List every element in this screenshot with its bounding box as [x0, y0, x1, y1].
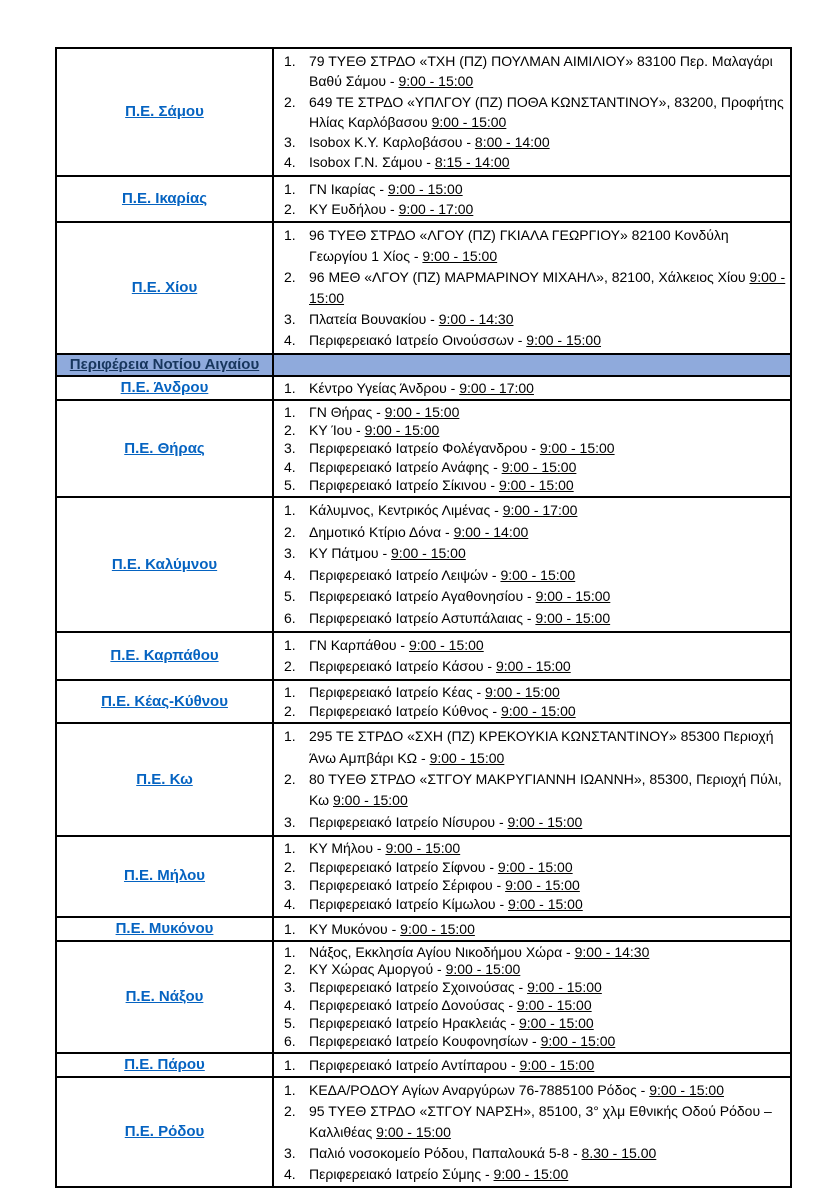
region-name-cell [56, 376, 273, 400]
location-name: 80 ΤΥΕΘ ΣΤΡΔΟ «ΣΤΓΟΥ ΜΑΚΡΥΓΙΑΝΝΗ ΙΩΑΝΝΗ», 85300, Περιοχή Πύλι, Κω [309, 771, 782, 809]
location-item [274, 199, 786, 219]
location-item [274, 476, 786, 494]
location-separator: - [378, 545, 392, 562]
location-item [274, 522, 786, 544]
location-name: Περιφερειακό Ιατρείο Φολέγανδρου [309, 440, 528, 457]
location-hours: 9:00 - 15:00 [500, 702, 576, 719]
location-separator: - [417, 749, 430, 766]
locations-cell [273, 176, 791, 222]
region-name-cell [56, 222, 273, 354]
location-name: Νάξος, Εκκλησία Αγίου Νικοδήμου Χώρα [309, 943, 563, 960]
region-name-cell [56, 1053, 273, 1077]
location-item [274, 895, 786, 914]
location-separator: - [386, 73, 399, 90]
region-row [56, 917, 791, 941]
region-link[interactable]: Π.Ε. Μυκόνου [115, 919, 214, 937]
locations-list [274, 179, 786, 219]
locations-cell [273, 222, 791, 354]
region-link[interactable]: Π.Ε. Κέας-Κύθνου [101, 692, 228, 710]
locations-cell [273, 632, 791, 680]
location-item [274, 267, 786, 309]
location-name: Περιφερειακό Ιατρείο Σύμης [309, 1165, 482, 1182]
location-name: Κέντρο Υγείας Άνδρου [309, 379, 447, 396]
location-item [274, 51, 786, 92]
location-hours: 9:00 - 15:00 [485, 684, 560, 701]
location-hours: 9:00 - 14:30 [574, 943, 650, 960]
location-name: Περιφερειακό Ιατρείο Αντίπαρου [309, 1057, 508, 1074]
location-name: Περιφερειακό Ιατρείο Σίκινου [309, 476, 487, 493]
location-hours: 8:15 - 14:00 [434, 154, 510, 171]
location-hours: 9:00 - 15:00 [507, 813, 583, 830]
region-link[interactable]: Π.Ε. Ικαρίας [121, 189, 208, 207]
location-name: Κάλυμνος, Κεντρικός Λιμένας [309, 502, 491, 519]
location-item [274, 1015, 786, 1033]
locations-cell [273, 917, 791, 941]
location-item [274, 944, 786, 962]
location-separator: - [523, 588, 536, 605]
location-separator: - [409, 247, 423, 264]
location-item [274, 979, 786, 997]
location-hours: 9:00 - 15:00 [422, 247, 498, 264]
location-hours: 9:00 - 15:00 [497, 858, 573, 875]
location-name: Περιφερειακό Ιατρείο Οινούσσων [309, 331, 514, 348]
location-name: ΚΥ Ευδήλου [309, 200, 387, 217]
location-name: Περιφερειακό Ιατρείο Κάσου [309, 658, 484, 675]
region-name-cell [56, 400, 273, 497]
region-link[interactable]: Π.Ε. Καρπάθου [110, 647, 219, 665]
region-row [56, 222, 791, 354]
location-hours: 9:00 - 15:00 [535, 609, 611, 626]
region-row [56, 176, 791, 222]
location-hours: 9:00 - 15:00 [364, 422, 440, 439]
region-row [56, 632, 791, 680]
location-hours: 9:00 - 15:00 [376, 1124, 451, 1141]
location-name: ΚΥ Πάτμου [309, 545, 379, 562]
location-name: Περιφερειακό Ιατρείο Σίφνου [309, 858, 486, 875]
location-item [274, 92, 786, 133]
location-name: 96 ΜΕΘ «ΛΓΟΥ (ΠΖ) ΜΑΡΜΑΡΙΝΟΥ ΜΙΧΑΗΛ», 82100, Χάλκειος Χίου [309, 268, 746, 285]
region-link[interactable]: Π.Ε. Μήλου [123, 867, 206, 885]
locations-list [274, 500, 786, 629]
region-row [56, 400, 791, 497]
location-item [274, 769, 786, 812]
locations-list [274, 683, 786, 720]
location-hours: 9:00 - 15:00 [493, 1165, 569, 1182]
location-hours: 8:00 - 14:00 [474, 134, 550, 151]
location-item [274, 839, 786, 858]
region-link[interactable]: Π.Ε. Χίου [131, 278, 198, 296]
location-item [274, 1080, 786, 1101]
location-item [274, 635, 786, 656]
location-separator: - [372, 403, 385, 420]
region-name-cell [56, 497, 273, 632]
location-name: Περιφερειακό Ιατρείο Ανάφης [309, 458, 490, 475]
locations-cell [273, 941, 791, 1054]
location-item [274, 858, 786, 877]
location-hours: 9:00 - 15:00 [505, 877, 580, 894]
location-hours: 9:00 - 15:00 [508, 896, 583, 913]
location-hours: 9:00 - 15:00 [408, 637, 484, 654]
location-name: Περιφερειακό Ιατρείο Κίμωλου [309, 896, 496, 913]
region-name-cell [56, 941, 273, 1054]
region-row [56, 1053, 791, 1077]
locations-list [274, 225, 786, 351]
location-item [274, 702, 786, 721]
locations-list [274, 726, 786, 833]
locations-list [274, 944, 786, 1051]
location-separator: - [483, 658, 496, 675]
location-hours: 9:00 - 14:30 [438, 310, 514, 327]
location-hours: 9:00 - 15:00 [516, 997, 592, 1014]
location-separator: - [495, 896, 509, 913]
location-separator: - [462, 134, 475, 151]
location-separator: - [513, 331, 527, 348]
location-name: 95 ΤΥΕΘ ΣΤΡΔΟ «ΣΤΓΟΥ ΝΑΡΣΗ», 85100, 3° χλμ Εθνικής Οδού Ρόδου – Καλλιθέας [309, 1103, 772, 1141]
location-name: ΚΥ Μήλου [309, 840, 373, 857]
location-separator: - [562, 943, 575, 960]
locations-cell [273, 1053, 791, 1077]
location-separator: - [522, 609, 536, 626]
locations-list [274, 51, 786, 173]
section-header-row [56, 354, 791, 376]
location-name: Περιφερειακό Ιατρείο Δονούσας [309, 997, 505, 1014]
location-hours: 9:00 - 17:00 [459, 379, 534, 396]
location-hours: 9:00 - 15:00 [526, 331, 602, 348]
location-item [274, 152, 786, 172]
region-name-cell [56, 917, 273, 941]
location-hours: 9:00 - 15:00 [385, 840, 461, 857]
location-item [274, 500, 786, 522]
location-name: ΚΥ Χώρας Αμοργού [309, 961, 434, 978]
location-hours: 9:00 - 15:00 [527, 979, 602, 996]
region-row [56, 723, 791, 836]
location-name: Περιφερειακό Ιατρείο Σχοινούσας [309, 979, 515, 996]
locations-list [274, 635, 786, 677]
location-separator: - [446, 379, 460, 396]
region-link[interactable]: Π.Ε. Νάξου [125, 988, 204, 1006]
location-hours: 9:00 - 15:00 [498, 476, 574, 493]
locations-list [274, 403, 786, 494]
location-separator: - [506, 1014, 519, 1031]
location-separator: - [507, 1057, 520, 1074]
location-separator: - [352, 422, 365, 439]
region-name-cell [56, 176, 273, 222]
location-separator: - [422, 154, 435, 171]
location-name: Isobox Κ.Υ. Καρλοβάσου [309, 134, 463, 151]
location-separator: - [527, 440, 540, 457]
locations-cell [273, 836, 791, 916]
location-item [274, 876, 786, 895]
location-name: ΚΕΔΑ/ΡΟΔΟΥ Αγίων Αναργύρων 76-7885100 Ρόδος [309, 1082, 637, 1099]
location-separator: - [569, 1144, 582, 1161]
location-item [274, 565, 786, 587]
location-separator: - [433, 961, 446, 978]
regions-table-body [56, 48, 791, 1187]
vaccination-points-table [55, 47, 792, 1188]
location-separator: - [495, 813, 508, 830]
location-name: 79 ΤΥΕΘ ΣΤΡΔΟ «ΤΧΗ (ΠΖ) ΠΟΥΛΜΑΝ ΑΙΜΙΛΙΟΥ» 83100 Περ. Μαλαγάρι Βαθύ Σάμου [309, 53, 773, 90]
location-name: Δημοτικό Κτίριο Δόνα [309, 523, 442, 540]
location-separator: - [528, 1032, 541, 1049]
location-name: 295 ΤΕ ΣΤΡΔΟ «ΣΧΗ (ΠΖ) ΚΡΕΚΟΥΚΙΑ ΚΩΝΣΤΑΝΤΙΝΟΥ» 85300 Περιοχή Άνω Αμπβάρι ΚΩ [309, 728, 774, 766]
location-separator: - [485, 858, 498, 875]
location-name: ΚΥ Ίου [309, 422, 353, 439]
location-item [274, 179, 786, 199]
location-item [274, 330, 786, 351]
location-separator: - [492, 877, 506, 894]
location-hours: 9:00 - 15:00 [535, 588, 611, 605]
location-separator: - [636, 1082, 650, 1099]
location-separator: - [488, 566, 501, 583]
location-hours: 9:00 - 15:00 [445, 961, 521, 978]
region-row [56, 941, 791, 1054]
location-item [274, 586, 786, 608]
region-link[interactable]: Π.Ε. Καλύμνου [111, 555, 218, 573]
location-item [274, 225, 786, 267]
section-title: Περιφέρεια Νοτίου Αιγαίου [69, 356, 260, 374]
location-hours: 9:00 - 15:00 [398, 73, 474, 90]
location-item [274, 421, 786, 439]
location-hours: 9:00 - 15:00 [649, 1082, 724, 1099]
location-separator: - [396, 637, 409, 654]
location-item [274, 403, 786, 421]
location-item [274, 439, 786, 457]
location-item [274, 997, 786, 1015]
location-name: Isobox Γ.Ν. Σάμου [309, 154, 423, 171]
location-name: Περιφερειακό Ιατρείο Αγαθονησίου [309, 588, 524, 605]
section-title-cell [56, 354, 273, 376]
location-separator: - [486, 476, 499, 493]
region-link[interactable]: Π.Ε. Σάμου [125, 102, 204, 120]
location-name: Περιφερειακό Ιατρείο Κουφονησίων [309, 1032, 529, 1049]
location-separator: - [375, 180, 388, 197]
location-name: ΓΝ Θήρας [309, 403, 373, 420]
region-row [56, 680, 791, 723]
location-separator: - [472, 684, 486, 701]
location-separator: - [489, 458, 502, 475]
location-item [274, 1164, 786, 1185]
location-name: Πλατεία Βουνακίου [309, 310, 427, 327]
region-name-cell [56, 48, 273, 176]
location-separator: - [481, 1165, 494, 1182]
location-name: Περιφερειακό Ιατρείο Κύθνος [309, 702, 489, 719]
location-name: 96 ΤΥΕΘ ΣΤΡΔΟ «ΛΓΟΥ (ΠΖ) ΓΚΙΑΛΑ ΓΕΩΡΓΙΟΥ» 82100 Κονδύλη Γεωργίου 1 Χίος [309, 226, 729, 264]
location-item [274, 656, 786, 677]
region-link[interactable]: Π.Ε. Πάρου [124, 1056, 205, 1074]
locations-cell [273, 497, 791, 632]
region-row [56, 376, 791, 400]
location-name: ΓΝ Ικαρίας [309, 180, 376, 197]
locations-list [274, 379, 786, 397]
region-name-cell [56, 680, 273, 723]
location-hours: 9:00 - 15:00 [309, 268, 786, 306]
region-link[interactable]: Π.Ε. Θήρας [124, 439, 205, 457]
location-hours: 9:00 - 15:00 [387, 180, 463, 197]
locations-cell [273, 400, 791, 497]
region-row [56, 1077, 791, 1187]
location-item [274, 309, 786, 330]
location-separator: - [504, 997, 517, 1014]
location-hours: 9:00 - 17:00 [398, 200, 474, 217]
location-hours: 9:00 - 15:00 [495, 658, 571, 675]
location-hours: 9:00 - 15:00 [429, 749, 505, 766]
location-hours: 9:00 - 17:00 [502, 502, 578, 519]
location-hours: 9:00 - 15:00 [540, 1032, 616, 1049]
locations-cell [273, 723, 791, 836]
location-name: Περιφερειακό Ιατρείο Ηρακλειάς [309, 1014, 507, 1031]
location-item [274, 961, 786, 979]
location-hours: 9:00 - 14:00 [453, 523, 529, 540]
locations-list [274, 1056, 786, 1074]
region-name-cell [56, 723, 273, 836]
location-hours: 9:00 - 15:00 [500, 566, 576, 583]
region-row [56, 48, 791, 176]
location-name: ΓΝ Καρπάθου [309, 637, 397, 654]
region-link[interactable]: Π.Ε. Άνδρου [120, 378, 209, 396]
location-item [274, 683, 786, 702]
locations-list [274, 1080, 786, 1184]
location-item [274, 1101, 786, 1143]
location-item [274, 726, 786, 769]
region-name-cell [56, 1077, 273, 1187]
region-link[interactable]: Π.Ε. Κω [136, 770, 193, 788]
location-separator: - [490, 502, 503, 519]
locations-cell [273, 1077, 791, 1187]
location-name: Περιφερειακό Ιατρείο Σέριφου [309, 877, 493, 894]
location-hours: 9:00 - 15:00 [501, 458, 577, 475]
location-item [274, 812, 786, 833]
location-name: Παλιό νοσοκομείο Ρόδου, Παπαλουκά 5-8 [309, 1144, 570, 1161]
location-hours: 9:00 - 15:00 [384, 403, 460, 420]
location-item [274, 920, 786, 938]
location-hours: 9:00 - 15:00 [333, 792, 408, 809]
location-item [274, 608, 786, 630]
region-row [56, 836, 791, 916]
location-name: 649 ΤΕ ΣΤΡΔΟ «ΥΠΛΓΟΥ (ΠΖ) ΠΟΘΑ ΚΩΝΣΤΑΝΤΙΝΟΥ», 83200, Προφήτης Ηλίας Καρλόβασου [309, 93, 784, 130]
location-separator: - [488, 702, 501, 719]
location-separator: - [441, 523, 454, 540]
region-name-cell [56, 836, 273, 916]
location-item [274, 1056, 786, 1074]
location-separator: - [373, 840, 386, 857]
locations-cell [273, 376, 791, 400]
location-name: Περιφερειακό Ιατρείο Κέας [309, 684, 473, 701]
location-separator: - [426, 310, 439, 327]
location-item [274, 458, 786, 476]
location-separator: - [514, 979, 528, 996]
location-item [274, 379, 786, 397]
location-item [274, 1033, 786, 1051]
location-name: Περιφερειακό Ιατρείο Αστυπάλαιας [309, 609, 523, 626]
locations-list [274, 920, 786, 938]
region-row [56, 497, 791, 632]
location-hours: 9:00 - 15:00 [400, 920, 475, 937]
region-link[interactable]: Π.Ε. Ρόδου [124, 1123, 205, 1141]
location-hours: 9:00 - 15:00 [431, 113, 507, 130]
location-separator: - [386, 200, 399, 217]
location-name: Περιφερειακό Ιατρείο Νίσυρου [309, 813, 496, 830]
locations-cell [273, 48, 791, 176]
location-name: ΚΥ Μυκόνου [309, 920, 388, 937]
location-hours: 9:00 - 15:00 [518, 1014, 594, 1031]
location-hours: 9:00 - 15:00 [519, 1057, 595, 1074]
locations-list [274, 839, 786, 913]
location-hours: 9:00 - 15:00 [539, 440, 615, 457]
location-name: Περιφερειακό Ιατρείο Λειψών [309, 566, 489, 583]
location-hours: 8.30 - 15.00 [581, 1144, 657, 1161]
locations-cell [273, 680, 791, 723]
region-name-cell [56, 632, 273, 680]
location-item [274, 132, 786, 152]
location-item [274, 1143, 786, 1164]
location-separator: - [387, 920, 401, 937]
location-item [274, 543, 786, 565]
location-hours: 9:00 - 15:00 [391, 545, 466, 562]
section-empty-cell [273, 354, 791, 376]
